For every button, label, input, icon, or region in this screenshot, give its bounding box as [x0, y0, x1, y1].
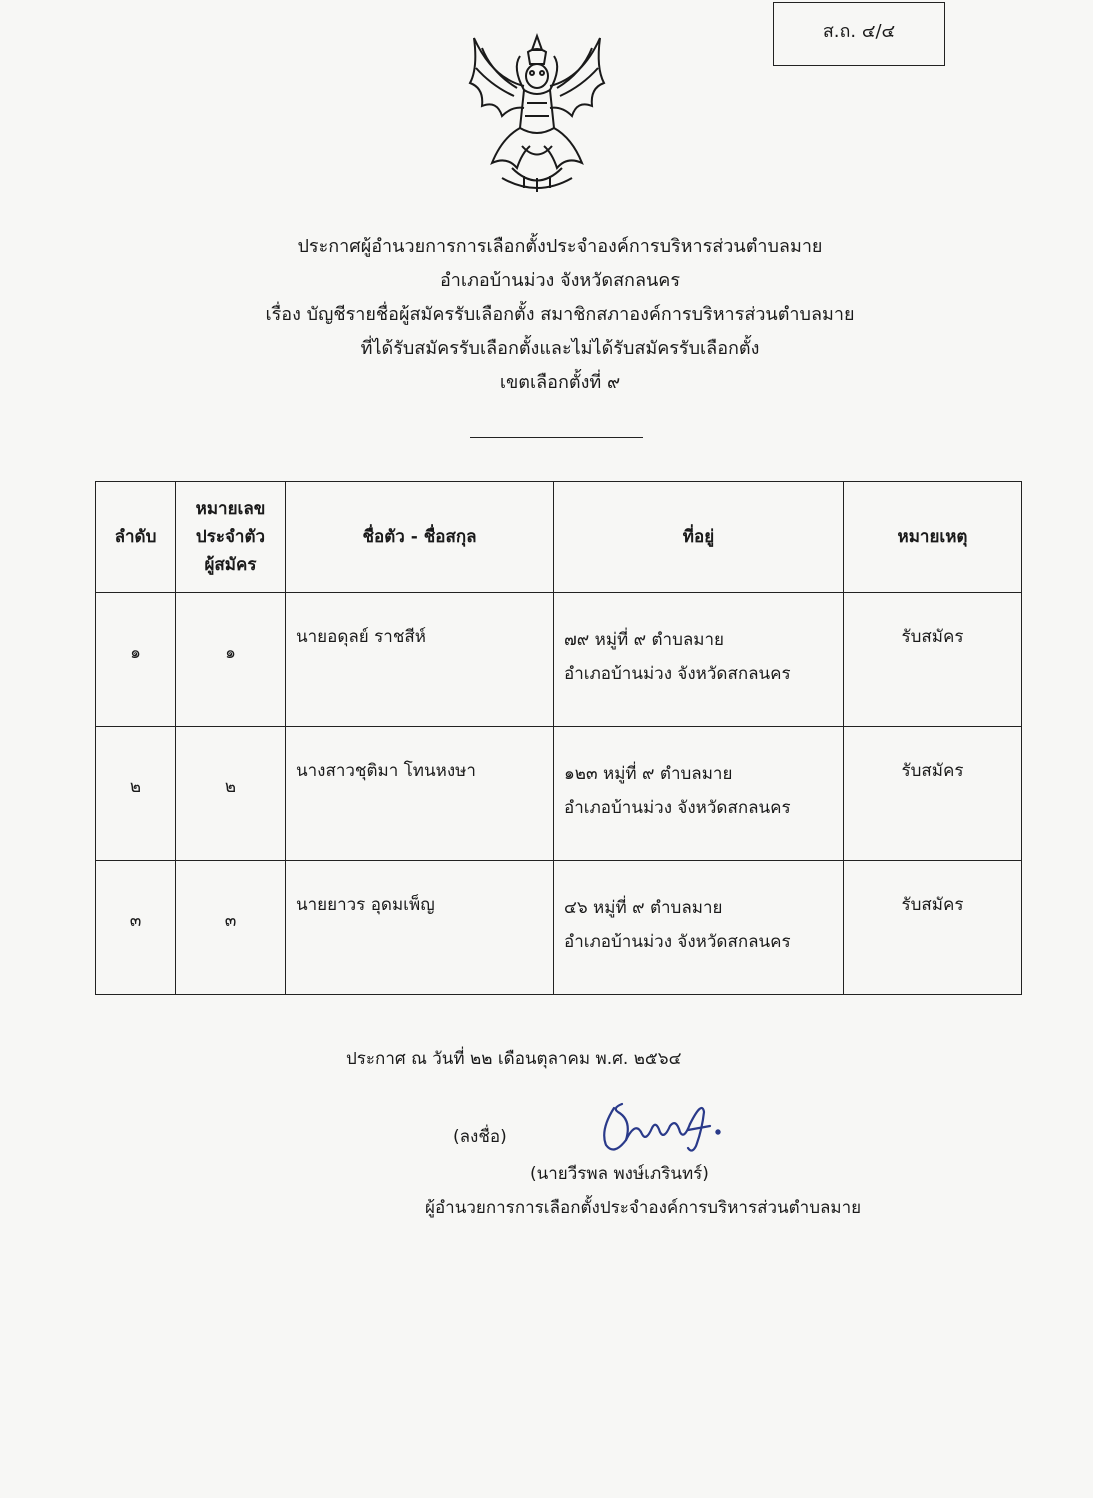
- address-line1: ๗๙ หมู่ที่ ๙ ตำบลมาย: [564, 630, 725, 650]
- handwritten-signature: [592, 1090, 742, 1160]
- cell-order: ๒: [96, 727, 176, 861]
- col-candidate-number-l3: ผู้สมัคร: [204, 555, 257, 575]
- col-order: ลำดับ: [96, 482, 176, 593]
- cell-order: ๓: [96, 861, 176, 995]
- col-candidate-number-l2: ประจำตัว: [195, 527, 266, 547]
- address-line2: อำเภอบ้านม่วง จังหวัดสกลนคร: [564, 798, 791, 818]
- col-candidate-number-l1: หมายเลข: [195, 499, 266, 519]
- table-header-row: [96, 482, 1022, 593]
- announcement-date: ประกาศ ณ วันที่ ๒๒ เดือนตุลาคม พ.ศ. ๒๕๖๔: [346, 1049, 682, 1069]
- cell-address: [554, 861, 844, 995]
- signed-label: (ลงชื่อ): [453, 1127, 507, 1147]
- cell-name: นางสาวชุติมา โทนหงษา: [286, 727, 554, 861]
- cell-candidate-number: ๒: [176, 727, 286, 861]
- garuda-emblem-icon: [462, 28, 612, 198]
- form-code-box: ส.ถ. ๔/๔: [773, 2, 945, 66]
- header-subject-cont: ที่ได้รับสมัครรับเลือกตั้งและไม่ได้รับสมัครรับเลือกตั้ง: [360, 338, 760, 359]
- header-district: อำเภอบ้านม่วง จังหวัดสกลนคร: [440, 270, 680, 291]
- cell-note: รับสมัคร: [844, 861, 1022, 995]
- candidate-table: [95, 481, 1022, 995]
- address-line2: อำเภอบ้านม่วง จังหวัดสกลนคร: [564, 932, 791, 952]
- header-divider: [470, 437, 643, 438]
- table-row: [96, 727, 1022, 861]
- table-row: [96, 861, 1022, 995]
- col-candidate-number: [176, 482, 286, 593]
- signer-title: ผู้อำนวยการการเลือกตั้งประจำองค์การบริหารส่วนตำบลมาย: [425, 1198, 862, 1218]
- header-subject: เรื่อง บัญชีรายชื่อผู้สมัครรับเลือกตั้ง สมาชิกสภาองค์การบริหารส่วนตำบลมาย: [265, 304, 855, 325]
- address-line1: ๑๒๓ หมู่ที่ ๙ ตำบลมาย: [564, 764, 733, 784]
- cell-candidate-number: ๓: [176, 861, 286, 995]
- header-title: ประกาศผู้อำนวยการการเลือกตั้งประจำองค์การบริหารส่วนตำบลมาย: [297, 236, 823, 257]
- cell-note: รับสมัคร: [844, 593, 1022, 727]
- header-constituency: เขตเลือกตั้งที่ ๙: [499, 372, 621, 393]
- cell-address: [554, 727, 844, 861]
- col-note: หมายเหตุ: [844, 482, 1022, 593]
- cell-name: นายอดุลย์ ราชสีห์: [286, 593, 554, 727]
- col-address: ที่อยู่: [554, 482, 844, 593]
- col-name: ชื่อตัว - ชื่อสกุล: [286, 482, 554, 593]
- address-line2: อำเภอบ้านม่วง จังหวัดสกลนคร: [564, 664, 791, 684]
- cell-note: รับสมัคร: [844, 727, 1022, 861]
- cell-candidate-number: ๑: [176, 593, 286, 727]
- cell-name: นายยาวร อุดมเพ็ญ: [286, 861, 554, 995]
- address-line1: ๔๖ หมู่ที่ ๙ ตำบลมาย: [564, 898, 723, 918]
- cell-address: [554, 593, 844, 727]
- table-row: [96, 593, 1022, 727]
- signer-name: (นายวีรพล พงษ์เภรินทร์): [530, 1164, 709, 1184]
- announcement-header: [180, 230, 940, 400]
- cell-order: ๑: [96, 593, 176, 727]
